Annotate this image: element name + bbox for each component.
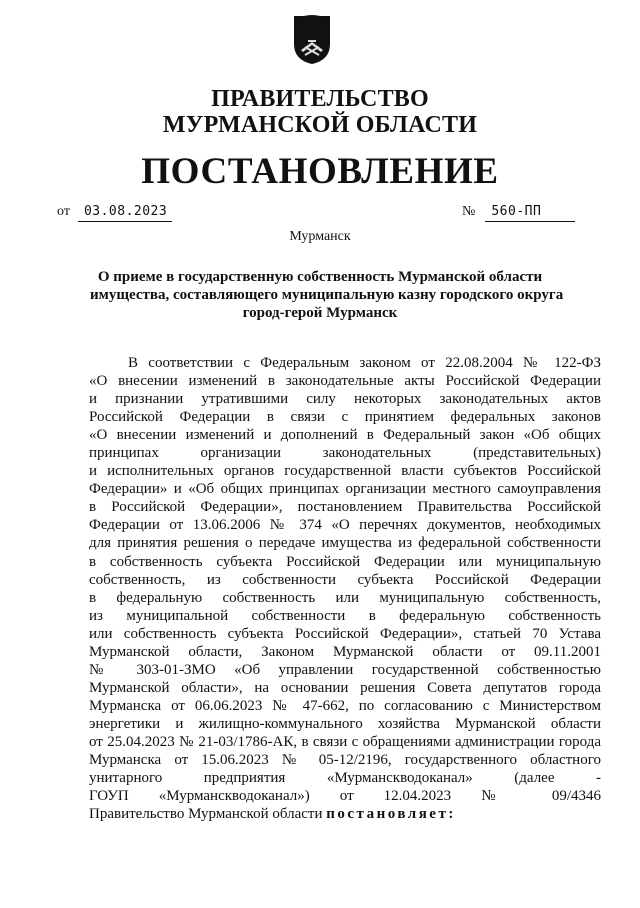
document-date: 03.08.2023 bbox=[78, 203, 172, 222]
body-line: из муниципальной собственности в федеральную собственность bbox=[89, 607, 601, 624]
murmansk-coat-of-arms-icon bbox=[288, 14, 336, 66]
body-line: № 303-01-ЗМО «Об управлении государственной собственностью bbox=[89, 661, 601, 678]
body-line: «О внесении изменений в законодательные акты Российской Федерации bbox=[89, 373, 601, 390]
body-line: или собственность субъекта Российской Федерации», статьей 70 Устава bbox=[89, 625, 601, 642]
body-line: В соответствии с Федеральным законом от 22.08.2004 № 122-ФЗ bbox=[128, 355, 601, 371]
body-line: в Российской Федерации», постановлением Правительства Российской bbox=[89, 499, 601, 516]
body-line: Федерации от 13.06.2006 № 374 «О перечнях документов, необходимых bbox=[89, 517, 601, 534]
body-line: энергетики и жилищно-коммунального хозяйства Мурманской области bbox=[89, 715, 601, 732]
body-line: принципах организации законодательных (представительных) bbox=[89, 445, 601, 462]
body-line: «О внесении изменений и дополнений в Федеральный закон «Об общих bbox=[89, 427, 601, 444]
body-line: собственность, из собственности субъекта Российской Федерации bbox=[89, 571, 601, 588]
body-line: и исполнительных органов государственной власти субъектов Российской bbox=[89, 463, 601, 480]
subject-line: имущества, составляющего муниципальную казну городского округа bbox=[90, 287, 564, 303]
body-line: для принятия решения о передаче имущества из федеральной собственности bbox=[89, 535, 601, 552]
subject-line: город-герой Мурманск bbox=[242, 305, 398, 321]
body-line: Федерации» и «Об общих принципах организации местного самоуправления bbox=[89, 481, 601, 498]
org-name-line1: ПРАВИТЕЛЬСТВО bbox=[211, 86, 429, 112]
org-name-line2: МУРМАНСКОЙ ОБЛАСТИ bbox=[162, 112, 478, 138]
body-line: от 25.04.2023 № 21-03/1786-АК, в связи с обращениями администрации города bbox=[89, 733, 601, 750]
resolution-verb: постановляет: bbox=[326, 806, 456, 823]
document-date-row bbox=[57, 203, 172, 222]
body-line: Российской Федерации в связи с принятием федеральных законов bbox=[89, 409, 601, 426]
number-prefix: № bbox=[462, 204, 476, 219]
body-line: Мурманска от 06.06.2023 № 47-662, по согласованию с Министерством bbox=[89, 697, 601, 714]
subject-line: О приеме в государственную собственность Мурманской области bbox=[97, 269, 543, 285]
body-line: Мурманска от 15.06.2023 № 05-12/2196, государственного областного bbox=[89, 752, 601, 769]
body-line-resolution bbox=[89, 805, 601, 823]
document-type-title: ПОСТАНОВЛЕНИЕ bbox=[141, 151, 499, 192]
document-number-row bbox=[462, 203, 575, 222]
date-prefix: от bbox=[57, 204, 70, 219]
body-line: в собственность субъекта Российской Федерации или муниципальную bbox=[89, 553, 601, 570]
document-body bbox=[89, 354, 601, 823]
body-line: унитарного предприятия «Мурманскводоканал» (далее - bbox=[89, 770, 601, 787]
body-line: в федеральную собственность или муниципальную собственность, bbox=[89, 589, 601, 606]
body-line: Мурманской области», на основании решения Совета депутатов города bbox=[89, 679, 601, 696]
document-subject bbox=[90, 268, 564, 322]
document-number: 560-ПП bbox=[485, 203, 575, 222]
body-line: ГОУП «Мурманскводоканал») от 12.04.2023 № 09/4346 bbox=[89, 788, 601, 805]
body-line: и признании утратившими силу некоторых законодательных актов bbox=[89, 391, 601, 408]
resolution-subject: Правительство Мурманской области bbox=[89, 806, 327, 823]
document-city: Мурманск bbox=[289, 229, 351, 244]
body-line: Мурманской области, Законом Мурманской области от 09.11.2001 bbox=[89, 643, 601, 660]
